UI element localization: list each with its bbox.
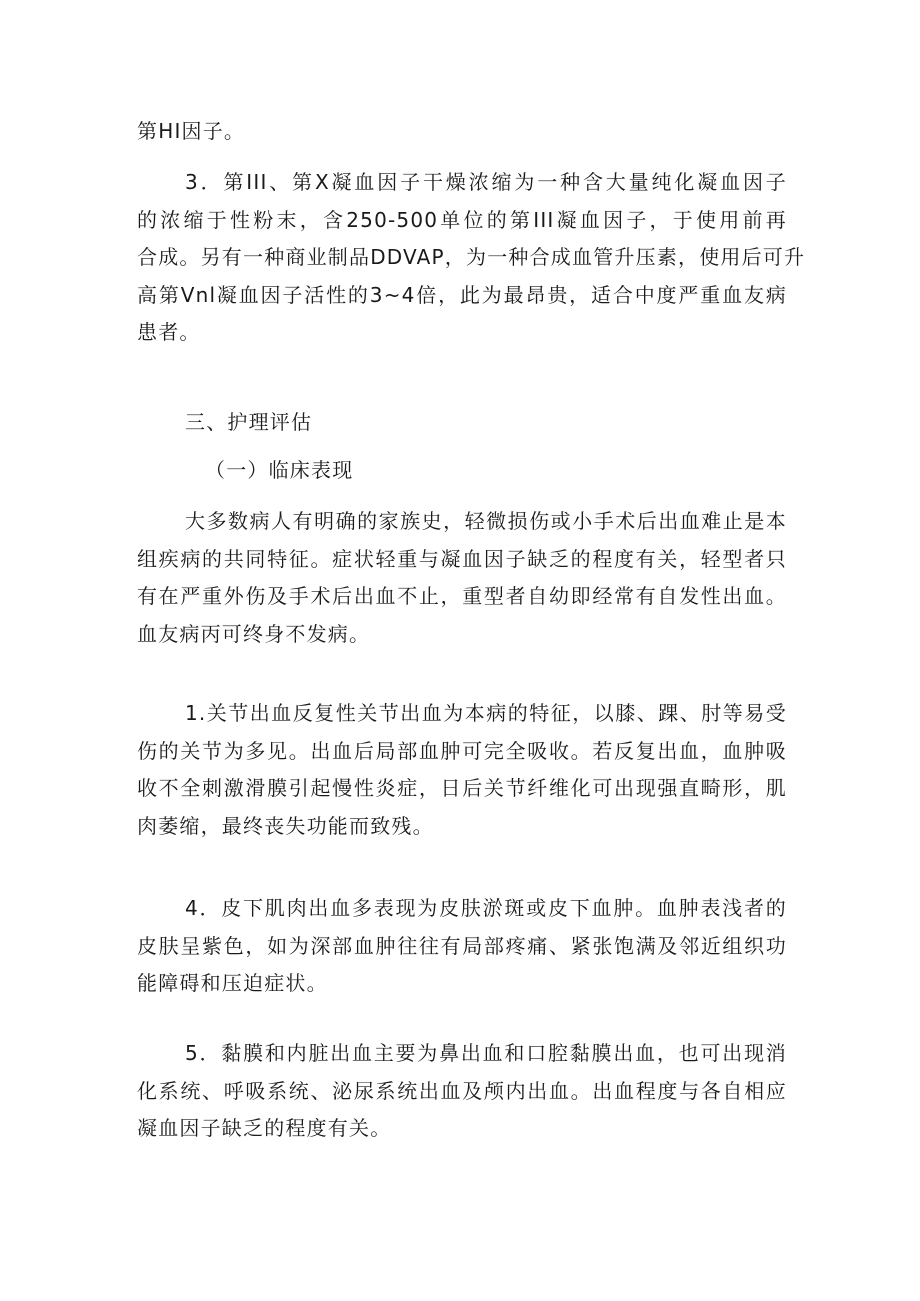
- paragraph-item-4: [137, 890, 787, 1003]
- section-heading: [137, 404, 787, 442]
- text-line: 3．第III、第X凝血因子干燥浓缩为一种含大量纯化凝血因子: [185, 170, 787, 194]
- paragraph-item-5: [137, 1035, 787, 1148]
- text-line: 能障碍和压迫症状。: [137, 971, 328, 995]
- text-line: 有在严重外伤及手术后出血不止，重型者自幼即经常有自发性出血。: [137, 584, 787, 608]
- subheading-text: （一）临床表现: [205, 458, 354, 482]
- paragraph-factor-tail: [137, 113, 787, 151]
- text-line: 伤的关节为多见。出血后局部血肿可完全吸收。若反复出血，血肿吸: [137, 738, 787, 763]
- paragraph-intro: [137, 503, 787, 653]
- text-line: 的浓缩于性粉末，含250-500单位的第III凝血因子，于使用前再: [137, 207, 787, 232]
- text-line: 化系统、呼吸系统、泌尿系统出血及颅内出血。出血程度与各自相应: [137, 1078, 787, 1103]
- text-line: 收不全刺激滑膜引起慢性炎症，日后关节纤维化可出现强直畸形，肌: [137, 776, 787, 800]
- heading-text: 三、护理评估: [185, 410, 313, 434]
- text-line: 血友病丙可终身不发病。: [137, 621, 371, 646]
- text-line: 5．黏膜和内脏出血主要为鼻出血和口腔黏膜出血，也可出现消: [185, 1041, 787, 1065]
- text-line: 组疾病的共同特征。症状轻重与凝血因子缺乏的程度有关，轻型者只: [137, 546, 787, 571]
- text-line: 皮肤呈紫色，如为深部血肿往往有局部疼痛、紧张饱满及邻近组织功: [137, 933, 787, 958]
- paragraph-item-3: [137, 164, 806, 352]
- text-line: 第HI因子。: [137, 119, 246, 143]
- text-line: 高第Vnl凝血因子活性的3~4倍，此为最昂贵，适合中度严重血友病: [137, 282, 787, 307]
- subsection-heading: [137, 452, 787, 490]
- text-line: 肉萎缩，最终丧失功能而致残。: [137, 813, 434, 838]
- text-line: 4．皮下肌肉出血多表现为皮肤淤斑或皮下血肿。血肿表浅者的: [185, 896, 787, 920]
- text-line: 患者。: [137, 320, 201, 344]
- text-line: 合成。另有一种商业制品DDVAP，为一种合成血管升压素，使用后可升: [137, 245, 806, 269]
- text-line: 凝血因子缺乏的程度有关。: [137, 1116, 392, 1140]
- text-line: 1.关节出血反复性关节出血为本病的特征，以膝、踝、肘等易受: [185, 701, 787, 725]
- paragraph-item-1: [137, 695, 787, 845]
- text-line: 大多数病人有明确的家族史，轻微损伤或小手术后出血难止是本: [185, 509, 787, 533]
